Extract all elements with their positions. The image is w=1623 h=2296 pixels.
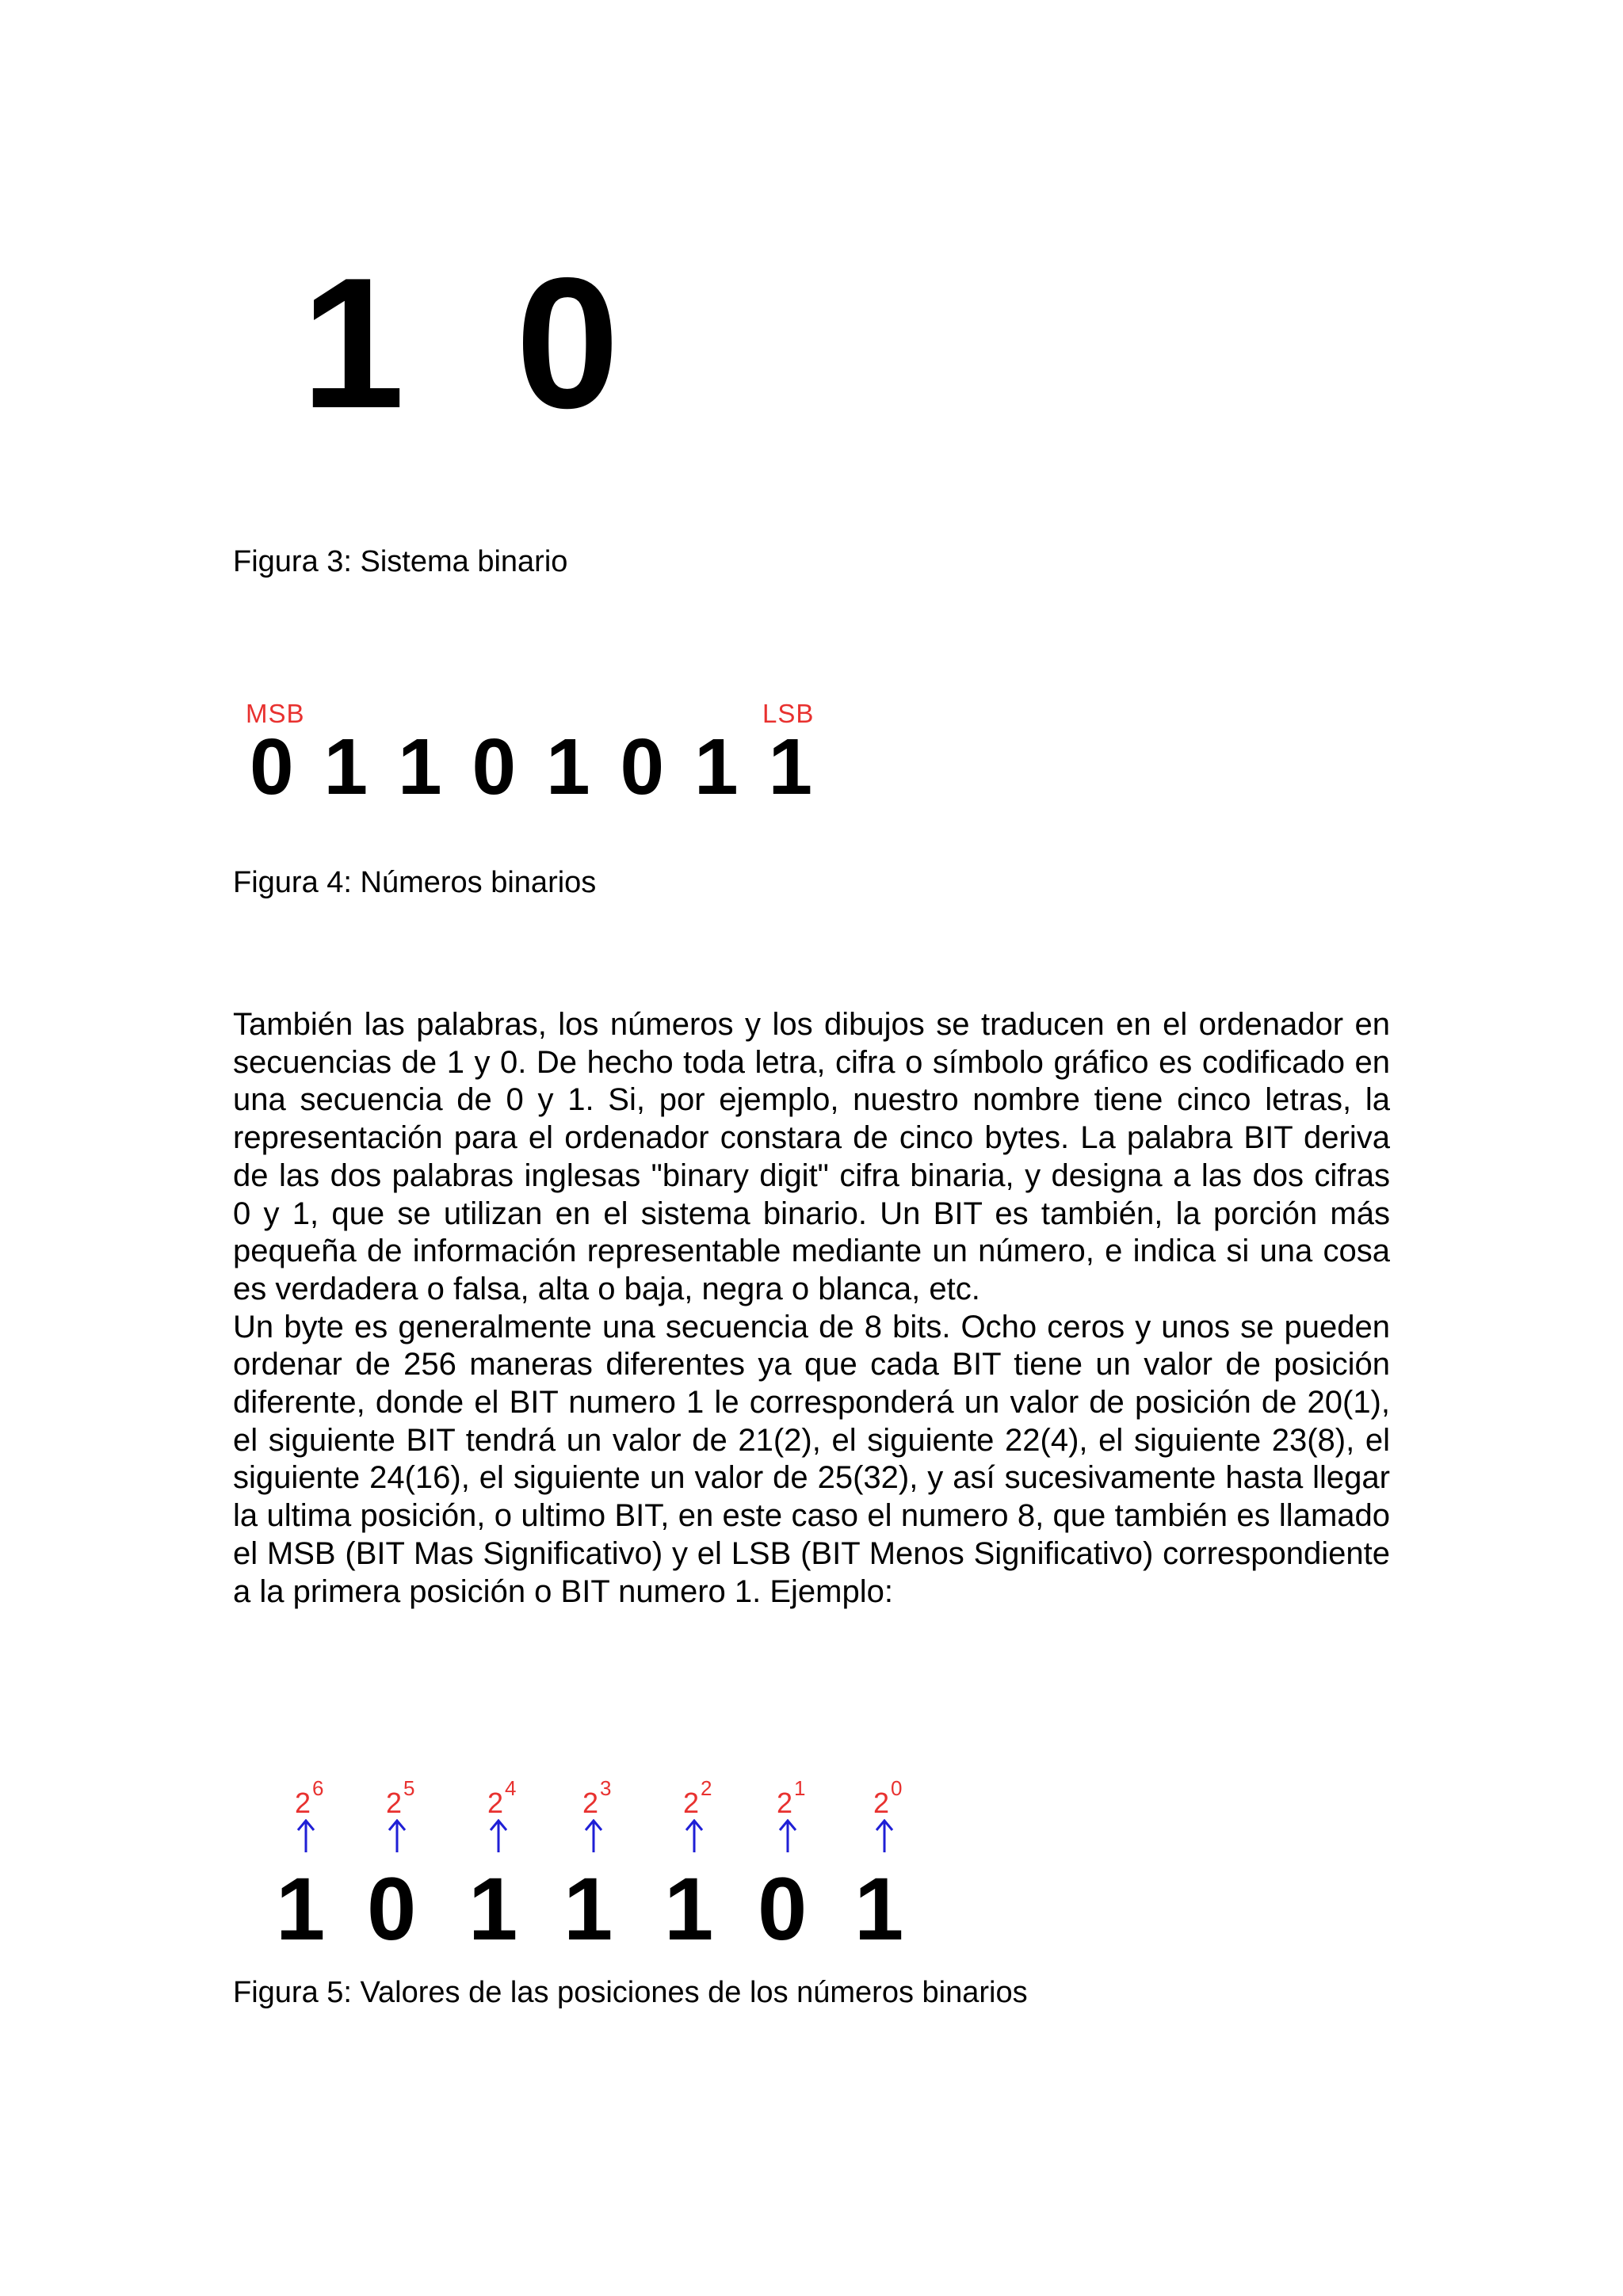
lsb-label: LSB (762, 699, 815, 728)
power-base: 2 (683, 1787, 700, 1819)
up-arrow-icon (778, 1819, 797, 1854)
power-label (582, 1776, 612, 1819)
up-arrow-icon (685, 1819, 704, 1854)
bit-digit: 1 (768, 723, 813, 811)
bit-digit: 1 (398, 723, 442, 811)
power-label (873, 1776, 903, 1819)
power-exponent: 6 (312, 1776, 324, 1800)
digit-one: 1 (301, 238, 405, 447)
paragraph: También las palabras, los números y los dibujos se traducen en el ordenador en secuencias de 1 y 0. De hecho toda letra, cifra o símbolo gráfico es codificado en una secuencia de 0 y 1. Si, por ejemplo, nuestro nombre tiene cinco letras, la representación para el ordenador constara de cinco bytes. La palabra BIT deriva de las dos palabras inglesas "binary digit" cifra binaria, y designa a las dos cifras 0 y 1, que se utilizan en el sistema binario. Un BIT es también, la porción más pequeña de información representable mediante un número, e indica si una cosa es verdadera o falsa, alta o baja, negra o blanca, etc. (233, 1007, 1390, 1306)
position-column (658, 1776, 729, 1958)
up-arrow-icon (489, 1819, 508, 1854)
position-column (269, 1776, 341, 1958)
figure-5-position-values (269, 1776, 919, 1958)
power-base: 2 (582, 1787, 599, 1819)
binary-bits (250, 723, 842, 811)
bit-digit: 0 (620, 723, 665, 811)
position-bit: 0 (758, 1859, 808, 1958)
paragraph: Un byte es generalmente una secuencia de 8 bits. Ocho ceros y unos se pueden ordenar de 256 maneras diferentes ya que cada BIT tiene un valor de posición diferente, donde el BIT numero 1 le corresponderá un valor de posición de 20(1), el siguiente BIT tendrá un valor de 21(2), el siguiente 22(4), el siguiente 23(8), el siguiente 24(16), el siguiente un valor de 25(32), y así sucesivamente hasta llegar la ultima posición, o ultimo BIT, en este caso el numero 8, que también es llamado el MSB (BIT Mas Significativo) y el LSB (BIT Menos Significativo) correspondiente a la primera posición o BIT numero 1. Ejemplo: (233, 1309, 1390, 1609)
power-exponent: 5 (403, 1776, 415, 1800)
power-label (386, 1776, 415, 1819)
power-base: 2 (487, 1787, 504, 1819)
position-bit: 1 (664, 1859, 714, 1958)
up-arrow-icon (875, 1819, 894, 1854)
power-label (777, 1776, 806, 1819)
figure-3-caption: Figura 3: Sistema binario (233, 545, 568, 578)
bit-digit: 0 (472, 723, 517, 811)
power-base: 2 (873, 1787, 890, 1819)
position-column (751, 1776, 823, 1958)
figure-3-binary-digits (301, 238, 620, 447)
figure-4-binary-number (246, 700, 816, 811)
bit-digit: 1 (694, 723, 739, 811)
position-column (848, 1776, 919, 1958)
bit-digit: 1 (323, 723, 369, 811)
power-label (295, 1776, 324, 1819)
position-bit: 1 (563, 1859, 613, 1958)
msb-label: MSB (246, 699, 305, 728)
power-base: 2 (295, 1787, 311, 1819)
position-bit: 0 (367, 1859, 417, 1958)
power-exponent: 4 (505, 1776, 517, 1800)
power-exponent: 3 (600, 1776, 612, 1800)
position-column (557, 1776, 628, 1958)
up-arrow-icon (296, 1819, 315, 1854)
figure-4-caption: Figura 4: Números binarios (233, 866, 597, 899)
position-bit: 1 (276, 1859, 326, 1958)
power-exponent: 0 (891, 1776, 903, 1800)
power-label (487, 1776, 517, 1819)
power-exponent: 2 (701, 1776, 712, 1800)
power-exponent: 1 (794, 1776, 806, 1800)
up-arrow-icon (584, 1819, 603, 1854)
power-base: 2 (386, 1787, 403, 1819)
power-base: 2 (777, 1787, 793, 1819)
position-bit: 1 (854, 1859, 904, 1958)
position-column (361, 1776, 432, 1958)
bit-digit: 0 (250, 723, 294, 811)
position-column (462, 1776, 533, 1958)
up-arrow-icon (388, 1819, 407, 1854)
power-label (683, 1776, 712, 1819)
figure-5-caption: Figura 5: Valores de las posiciones de los números binarios (233, 1976, 1028, 2009)
bit-digit: 1 (546, 723, 590, 811)
body-text (233, 1006, 1390, 1611)
digit-zero: 0 (515, 238, 620, 447)
position-bit: 1 (468, 1859, 518, 1958)
